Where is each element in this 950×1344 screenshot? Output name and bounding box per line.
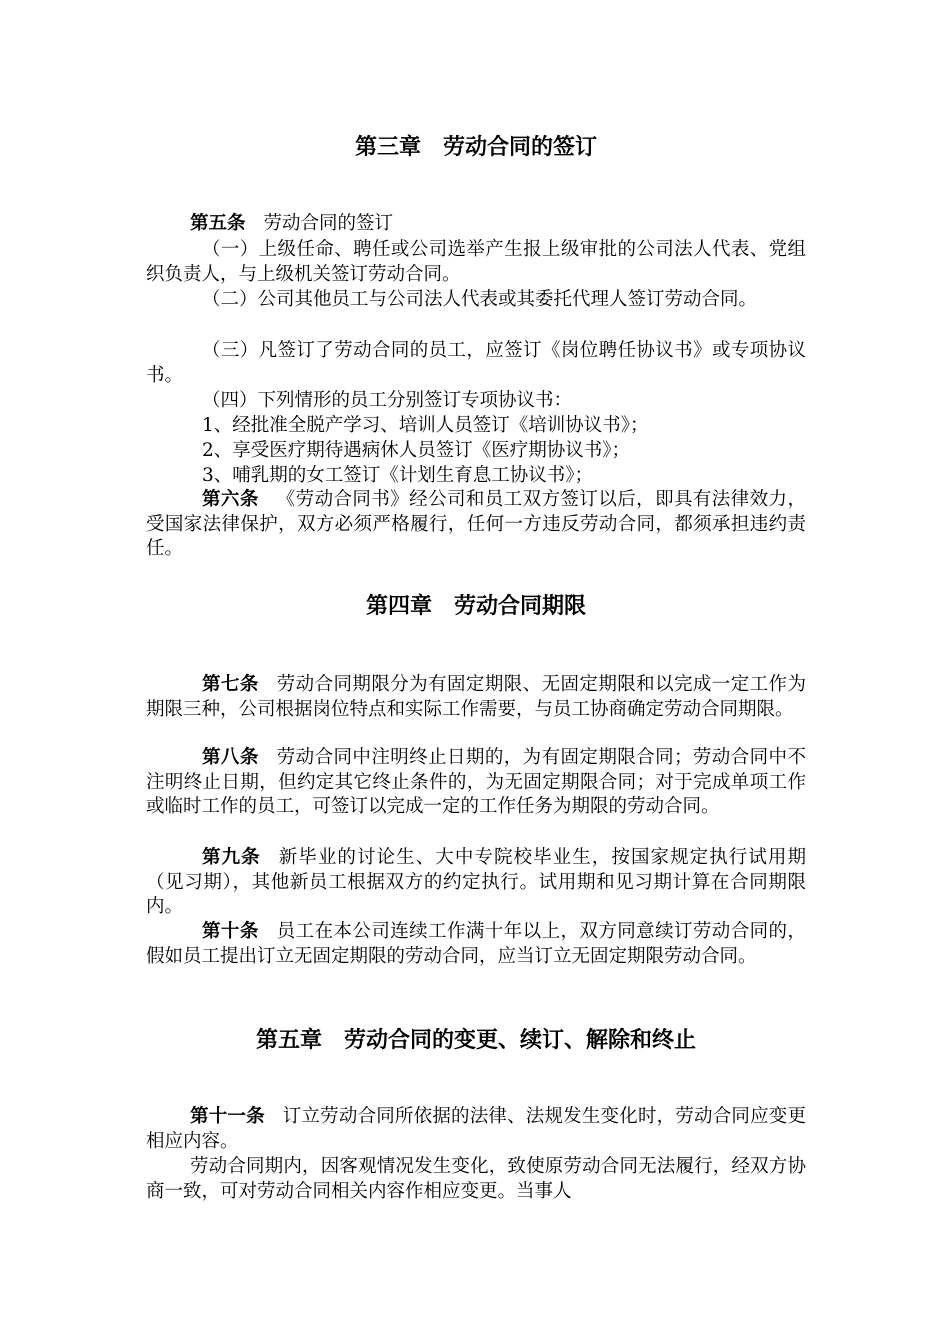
article-5-item-1: （一）上级任命、聘任或公司选举产生报上级审批的公司法人代表、党组织负责人，与上级机关签订劳动合同。 xyxy=(146,239,806,285)
article-5-item-3: （三）凡签订了劳动合同的员工，应签订《岗位聘任协议书》或专项协议书。 xyxy=(146,340,806,386)
chapter-4-title: 第四章 劳动合同期限 xyxy=(365,594,586,619)
article-11 xyxy=(146,1105,806,1154)
article-7-label: 第七条 xyxy=(202,674,259,695)
article-10 xyxy=(146,920,806,969)
article-8-label: 第八条 xyxy=(202,747,259,768)
article-11-label: 第十一条 xyxy=(190,1106,265,1127)
article-10-label: 第十条 xyxy=(202,921,259,942)
article-5-sub-3: 3、哺乳期的女工签订《计划生育息工协议书》； xyxy=(202,465,594,486)
article-5-sub-2: 2、享受医疗期待遇病休人员签订《医疗期协议书》； xyxy=(202,440,631,461)
article-9-text: 新毕业的讨论生、大中专院校毕业生，按国家规定执行试用期（见习期），其他新员工根据双方的约定执行。试用期和见习期计算在合同期限内。 xyxy=(146,847,806,917)
article-7 xyxy=(146,673,806,722)
article-6-text: 《劳动合同书》经公司和员工双方签订以后，即具有法律效力，受国家法律保护，双方必须严格履行，任何一方违反劳动合同，都须承担违约责任。 xyxy=(146,489,806,559)
article-5-title: 劳动合同的签订 xyxy=(263,213,394,234)
article-11-paragraph-2: 劳动合同期内，因客观情况发生变化，致使原劳动合同无法履行，经双方协商一致，可对劳动合同相关内容作相应变更。当事人 xyxy=(146,1156,806,1202)
article-11-text: 订立劳动合同所依据的法律、法规发生变化时，劳动合同应变更相应内容。 xyxy=(146,1106,806,1152)
article-5 xyxy=(146,212,806,237)
article-8 xyxy=(146,746,806,820)
article-9-label: 第九条 xyxy=(202,847,261,868)
article-8-text: 劳动合同中注明终止日期的，为有固定期限合同；劳动合同中不注明终止日期，但约定其它终止条件的，为无固定期限合同；对于完成单项工作或临时工作的员工，可签订以完成一定的工作任务为期限的劳动合同。 xyxy=(146,747,806,817)
article-5-item-2: （二）公司其他员工与公司法人代表或其委托代理人签订劳动合同。 xyxy=(202,289,758,310)
article-9 xyxy=(146,846,806,920)
article-10-text: 员工在本公司连续工作满十年以上，双方同意续订劳动合同的，假如员工提出订立无固定期限的劳动合同，应当订立无固定期限劳动合同。 xyxy=(146,921,806,967)
article-6-label: 第六条 xyxy=(202,489,259,510)
article-6 xyxy=(146,488,806,562)
chapter-5-title: 第五章 劳动合同的变更、续订、解除和终止 xyxy=(255,1028,696,1053)
article-7-text: 劳动合同期限分为有固定期限、无固定期限和以完成一定工作为期限三种，公司根据岗位特点和实际工作需要，与员工协商确定劳动合同期限。 xyxy=(146,674,806,720)
article-5-item-4: （四）下列情形的员工分别签订专项协议书： xyxy=(202,390,573,411)
article-5-sub-1: 1、经批准全脱产学习、培训人员签订《培训协议书》； xyxy=(202,415,649,436)
chapter-3-title: 第三章 劳动合同的签订 xyxy=(354,135,597,160)
article-5-label: 第五条 xyxy=(190,213,246,234)
